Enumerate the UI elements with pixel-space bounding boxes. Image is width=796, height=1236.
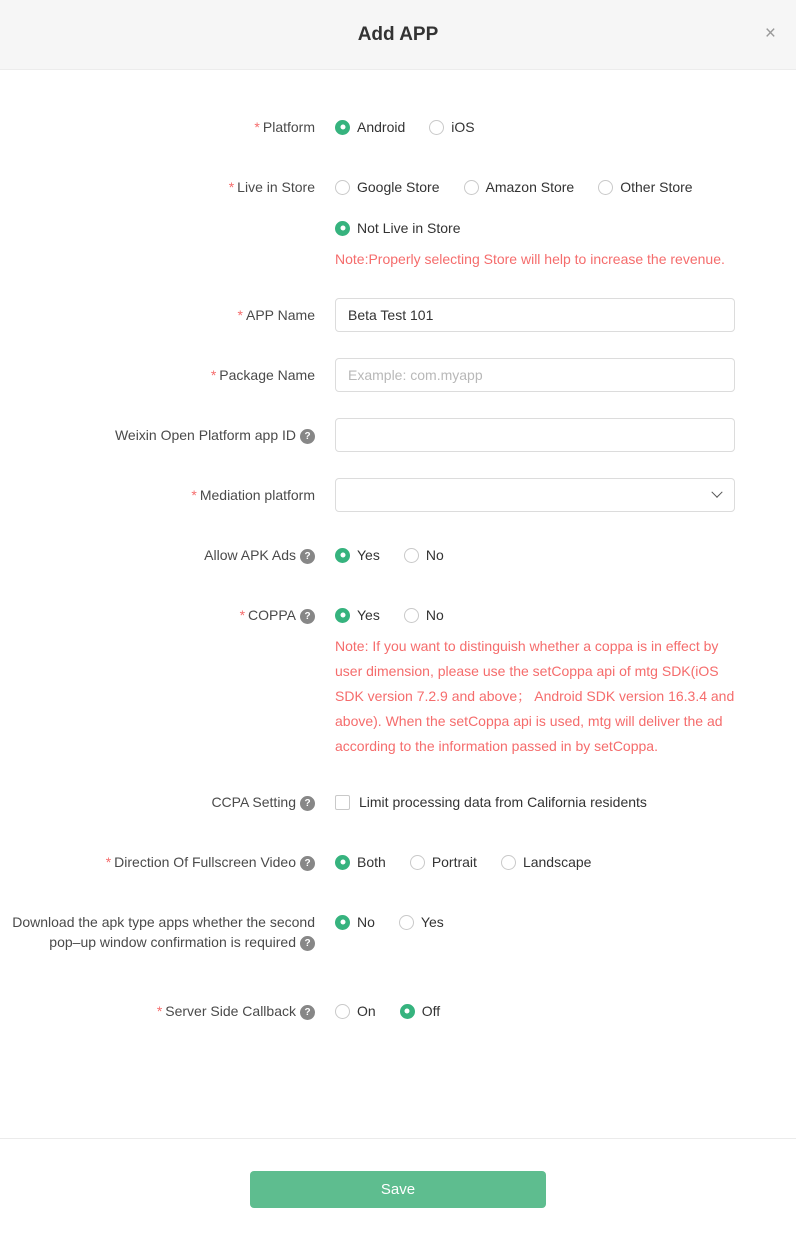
mediation-platform-label <box>0 478 335 505</box>
radio-label: Google Store <box>357 179 440 195</box>
ccpa-checkbox[interactable] <box>335 792 647 812</box>
radio-google-store[interactable] <box>335 177 440 197</box>
help-icon[interactable]: ? <box>300 1005 315 1020</box>
ccpa-setting-label <box>0 785 335 812</box>
radio-label: iOS <box>451 119 475 135</box>
field-apk-second-popup <box>0 905 796 952</box>
help-icon[interactable]: ? <box>300 429 315 444</box>
field-server-side-callback <box>0 994 796 1028</box>
radio-unchecked-icon <box>598 180 613 195</box>
radio-platform-android[interactable] <box>335 117 405 137</box>
radio-unchecked-icon <box>399 915 414 930</box>
radio-label: Both <box>357 854 386 870</box>
radio-coppa-yes[interactable] <box>335 605 380 625</box>
radio-checked-icon <box>400 1004 415 1019</box>
radio-unchecked-icon <box>464 180 479 195</box>
radio-label: Yes <box>420 914 444 930</box>
radio-checked-icon <box>335 548 350 563</box>
close-icon[interactable]: × <box>764 23 776 44</box>
radio-direction-both[interactable] <box>335 852 386 872</box>
required-asterisk: * <box>228 179 235 195</box>
radio-amazon-store[interactable] <box>464 177 575 197</box>
radio-label: No <box>425 607 444 623</box>
radio-label: Portrait <box>431 854 477 870</box>
apk-second-popup-label-text: Download the apk type apps whether the second pop–up window confirmation is required <box>12 914 315 950</box>
app-name-label-text: APP Name <box>246 307 315 323</box>
field-app-name <box>0 298 796 332</box>
radio-label: Android <box>357 119 406 135</box>
live-in-store-note: Note:Properly selecting Store will help to increase the revenue. <box>335 251 725 267</box>
radio-checked-icon <box>335 608 350 623</box>
platform-label-text: Platform <box>262 119 315 135</box>
chevron-down-icon <box>711 487 722 498</box>
radio-coppa-no[interactable] <box>404 605 444 625</box>
radio-platform-ios[interactable] <box>429 117 474 137</box>
radio-checked-icon <box>335 221 350 236</box>
radio-label: Yes <box>357 607 380 623</box>
required-asterisk: * <box>156 1003 163 1019</box>
apk-second-popup-label <box>0 905 335 952</box>
allow-apk-ads-label <box>0 538 335 565</box>
radio-unchecked-icon <box>429 120 444 135</box>
radio-unchecked-icon <box>335 180 350 195</box>
field-weixin-app-id <box>0 418 796 452</box>
add-app-form <box>0 70 796 1138</box>
radio-direction-landscape[interactable] <box>501 852 592 872</box>
mediation-platform-label-text: Mediation platform <box>199 487 315 503</box>
package-name-label <box>0 358 335 385</box>
coppa-note: Note: If you want to distinguish whether a coppa is in effect by user dimension, please use the setCoppa api of mtg SDK(iOS SDK version 7.2.9 and above； Android SDK version 16.3.4 and above). When the setCoppa api is used, mtg will deliver the ad according to the information passed in by setCoppa. <box>335 638 735 754</box>
direction-label-text: Direction Of Fullscreen Video <box>114 854 296 870</box>
radio-unchecked-icon <box>404 548 419 563</box>
field-coppa <box>0 598 796 759</box>
coppa-label-text: COPPA <box>248 607 296 623</box>
live-in-store-label-text: Live in Store <box>237 179 315 195</box>
radio-label: Amazon Store <box>485 179 575 195</box>
radio-allow-apk-ads-yes[interactable] <box>335 545 380 565</box>
field-live-in-store <box>0 170 796 272</box>
field-direction-of-fullscreen-video <box>0 845 796 879</box>
required-asterisk: * <box>239 607 246 623</box>
radio-label: No <box>425 547 444 563</box>
radio-checked-icon <box>335 120 350 135</box>
server-side-callback-label <box>0 994 335 1021</box>
required-asterisk: * <box>191 487 197 503</box>
platform-label <box>0 110 335 137</box>
field-package-name <box>0 358 796 392</box>
field-ccpa-setting <box>0 785 796 819</box>
weixin-app-id-label-text: Weixin Open Platform app ID <box>114 427 296 443</box>
field-mediation-platform <box>0 478 796 512</box>
server-side-callback-label-text: Server Side Callback <box>165 1003 296 1019</box>
radio-label: On <box>357 1003 376 1019</box>
radio-not-live-in-store[interactable] <box>335 218 461 238</box>
help-icon[interactable]: ? <box>300 609 315 624</box>
radio-unchecked-icon <box>501 855 516 870</box>
radio-unchecked-icon <box>404 608 419 623</box>
help-icon[interactable]: ? <box>300 936 315 951</box>
coppa-label <box>0 598 335 625</box>
ccpa-checkbox-label: Limit processing data from California residents <box>359 794 647 810</box>
radio-apk-popup-no[interactable] <box>335 912 375 932</box>
radio-label: Landscape <box>522 854 592 870</box>
radio-checked-icon <box>335 915 350 930</box>
required-asterisk: * <box>105 854 112 870</box>
required-asterisk: * <box>237 307 243 323</box>
checkbox-unchecked-icon <box>335 795 350 810</box>
radio-other-store[interactable] <box>598 177 692 197</box>
radio-label: Other Store <box>620 179 693 195</box>
radio-checked-icon <box>335 855 350 870</box>
radio-label: Yes <box>357 547 380 563</box>
mediation-platform-select[interactable] <box>335 478 735 512</box>
help-icon[interactable]: ? <box>300 856 315 871</box>
weixin-app-id-input[interactable] <box>335 418 735 452</box>
radio-label: No <box>357 914 375 930</box>
weixin-app-id-label <box>0 418 335 445</box>
page-title: Add APP <box>357 23 439 45</box>
radio-label: Off <box>421 1003 441 1019</box>
radio-direction-portrait[interactable] <box>410 852 477 872</box>
live-in-store-label <box>0 170 335 197</box>
field-allow-apk-ads <box>0 538 796 572</box>
modal-footer <box>0 1138 796 1236</box>
app-name-input[interactable] <box>335 298 735 332</box>
package-name-label-text: Package Name <box>219 367 315 383</box>
required-asterisk: * <box>254 119 260 135</box>
radio-label: Not Live in Store <box>357 220 461 236</box>
radio-unchecked-icon <box>335 1004 350 1019</box>
ccpa-setting-label-text: CCPA Setting <box>211 794 296 810</box>
app-name-label <box>0 298 335 325</box>
radio-callback-off[interactable] <box>400 1001 440 1021</box>
help-icon[interactable]: ? <box>300 549 315 564</box>
field-platform <box>0 110 796 144</box>
help-icon[interactable]: ? <box>300 796 315 811</box>
radio-apk-popup-yes[interactable] <box>399 912 444 932</box>
modal-header <box>0 0 796 70</box>
required-asterisk: * <box>210 367 217 383</box>
direction-label <box>0 845 335 872</box>
radio-unchecked-icon <box>410 855 425 870</box>
allow-apk-ads-label-text: Allow APK Ads <box>204 547 296 563</box>
radio-allow-apk-ads-no[interactable] <box>404 545 444 565</box>
save-button[interactable]: Save <box>250 1171 546 1208</box>
package-name-input[interactable] <box>335 358 735 392</box>
radio-callback-on[interactable] <box>335 1001 376 1021</box>
